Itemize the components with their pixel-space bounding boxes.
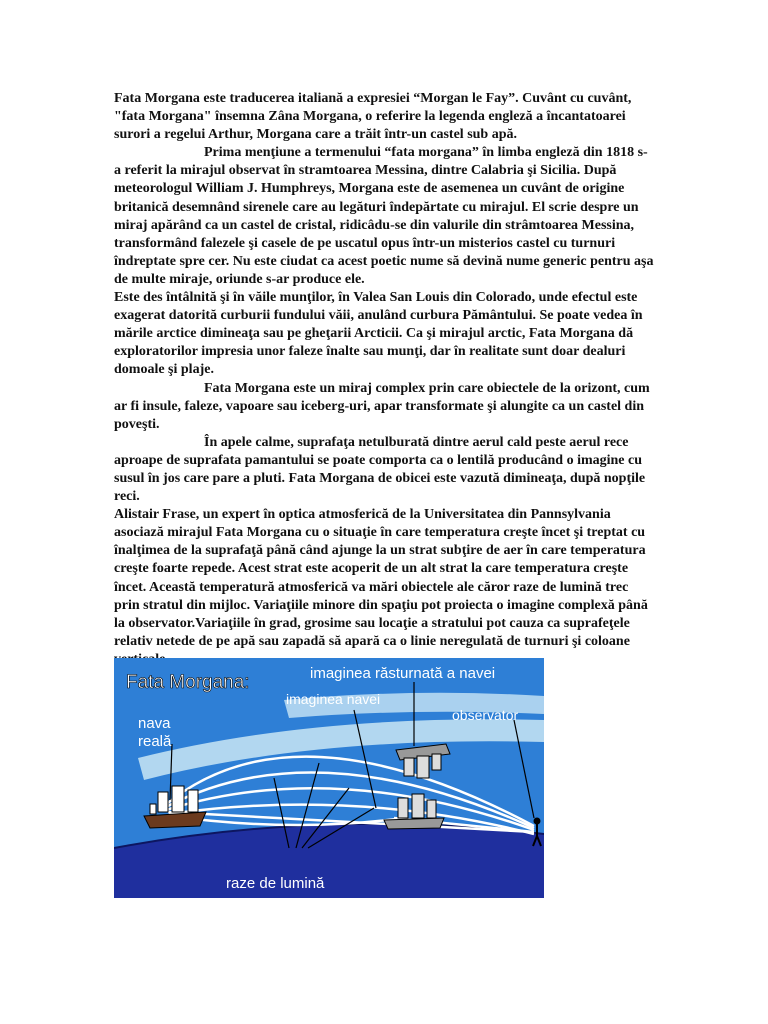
label-inverted-image: imaginea răsturnată a navei [310, 665, 496, 682]
paragraph-1: Fata Morgana este traducerea italiană a expresiei “Morgan le Fay”. Cuvânt cu cuvânt, "fata Morgana" însemna Zâna Morgana, o referire la legenda engleză a încantatoarei surori a regelui Arthur, Morgana care a trăit într-un castel sub apă. [114, 91, 632, 143]
real-ship-sail-1 [158, 792, 168, 812]
fata-morgana-diagram [114, 658, 544, 898]
inverted-ship-sail-1 [404, 758, 414, 776]
inverted-ship-sail-2 [417, 756, 429, 778]
observer-head [535, 819, 540, 824]
ship-image-sail-1 [398, 798, 408, 818]
label-light-rays: raze de lumină [226, 875, 325, 892]
ship-image-hull [384, 818, 444, 829]
paragraph-3: Este des întâlnită şi în văile munţilor, în Valea San Louis din Colorado, unde efectul este exagerat datorită curburii fundului văii, anulând curbura Pământului. Se poate vedea în mările arctice dimineaţa sau pe gheţarii Arcticii. Ca şi mirajul arctic, Fata Morgana dă exploratorilor impresia unor faleze înalte sau munţi, dar în realitate sunt doar dealuri domoale şi plaje. [114, 290, 643, 378]
paragraph-5: În apele calme, suprafaţa netulburată dintre aerul cald peste aerul rece aproape de suprafata pamantului se poate comporta ca o lentilă producând o imagine cu susul în jos care pare a pluti. Fata Morgana de obicei este vazută dimineaţa, după nopţile reci. [114, 434, 646, 505]
label-real-ship-line2: reală [138, 733, 172, 750]
paragraph-6: Alistair Frase, un expert în optica atmosferică de la Universitatea din Pannsylvania asociază mirajul Fata Morgana cu o situaţie în care temperatura creşte încet şi treptat cu înalţimea de la suprafaţă până când ajunge la un strat subţire de aer în care temperatura creşte foarte repede. Acest strat este acoperit de un alt strat la care temperatura creşte încet. Această temperatură atmosferică va mări obiectele ale căror raze de lumină trec prin stratul din mijloc. Variaţiile minore din spaţiu pot proiecta o imagine complexă până la observator.Variaţiile în grad, grosime sau locaţie a stratului pot cauza ca suprafeţele relativ netede de pe apă sau zapadă să apară ca o linie neregulată de turnuri şi coloane [114, 507, 648, 649]
ship-image-sail-2 [412, 794, 424, 818]
label-ship-image: imaginea navei [286, 691, 381, 707]
real-ship-sail-2 [172, 786, 184, 812]
article-text [114, 90, 654, 669]
paragraph-4: Fata Morgana este un miraj complex prin care obiectele de la orizont, cum ar fi insule, faleze, vapoare sau iceberg-uri, apar transformate şi alungite ca un castel din poveşti. [114, 380, 650, 432]
real-ship-sail-3 [188, 790, 198, 812]
label-observer: observator [452, 707, 519, 723]
diagram-title: Fata Morgana: [126, 672, 250, 693]
ship-image-sail-3 [427, 800, 436, 818]
label-real-ship-line1: nava [138, 715, 171, 732]
diagram-svg [114, 658, 544, 898]
real-ship-jib [150, 804, 156, 814]
inverted-ship-sail-3 [432, 754, 441, 770]
paragraph-2: Prima menţiune a termenului “fata morgana” în limba engleză din 1818 s-a referit la mirajul observat în stramtoarea Messina, dintre Calabria şi Sicilia. După meteorologul William J. Humphreys, Morgana este de asemenea un cuvânt de origine britanică desemnând sirenele care au legături îndepărtate cu mirajul. El scrie despre un miraj apărând ca un castel de cristal, ridicâdu-se din valurile din strâmtoarea Messina, transformând falezele şi casele de pe uscatul opus într-un misterios castel cu turnuri îndreptate spre cer. Nu este ciudat ca acest poetic nume să devină nume generic pentru aşa de multe miraje, oriunde s-ar produce ele. [114, 145, 654, 287]
